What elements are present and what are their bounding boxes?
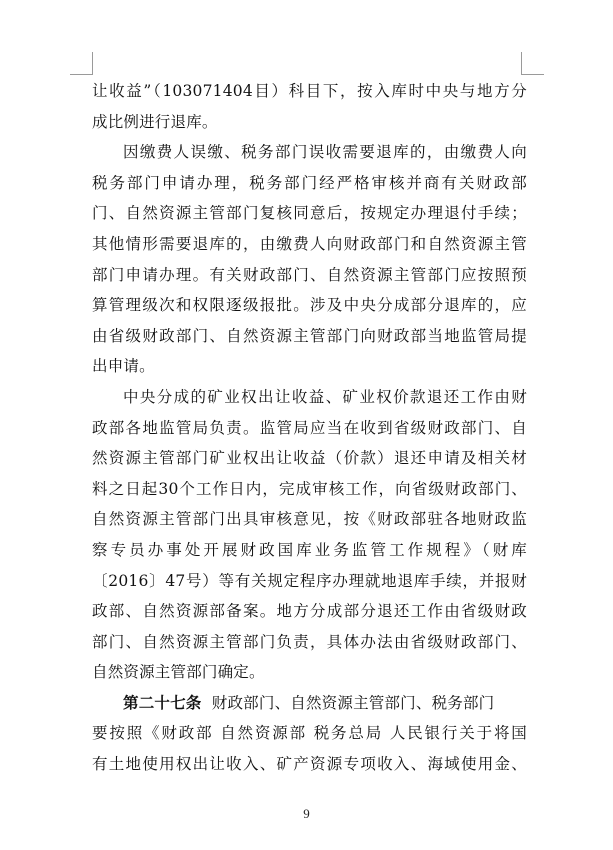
text-line: 〔2016〕47号）等有关规定程序办理就地退库手续，并报财: [92, 571, 527, 590]
text-line: 有土地使用权出让收入、矿产资源专项收入、海域使用金、: [92, 755, 527, 774]
text-line: 让收益”（103071404目）科目下，按入库时中央与地方分: [92, 82, 527, 100]
text-line: 因缴费人误缴、税务部门误收需要退库的，由缴费人向: [123, 143, 527, 162]
text-line: 料之日起30个工作日内，完成审核工作，向省级财政部门、: [92, 479, 527, 498]
text-line: 自然资源主管部门出具审核意见，按《财政部驻各地财政监: [92, 510, 527, 529]
text-line: 成比例进行退库。: [92, 112, 218, 131]
text-line: 由省级财政部门、自然资源主管部门向财政部当地监管局提: [92, 326, 527, 345]
article-text: 财政部门、自然资源主管部门、税务部门: [211, 693, 495, 712]
corner-mark-top-right: [521, 52, 544, 75]
article-first-line: [92, 688, 527, 719]
text-line: 门、自然资源主管部门复核同意后，按规定办理退付手续；: [92, 204, 527, 223]
text-line: 其他情形需要退库的，由缴费人向财政部门和自然资源主管: [92, 234, 527, 253]
text-line: 自然资源主管部门确定。: [92, 663, 265, 682]
text-line: 政部、自然资源部备案。地方分成部分退还工作由省级财政: [92, 602, 527, 621]
text-line: 政部各地监管局负责。监管局应当在收到省级财政部门、自: [92, 418, 527, 437]
text-line: 要按照《财政部 自然资源部 税务总局 人民银行关于将国: [92, 724, 527, 743]
text-line: 税务部门申请办理，税务部门经严格审核并商有关财政部: [92, 173, 527, 192]
text-line: 部门、自然资源主管部门负责，具体办法由省级财政部门、: [92, 632, 527, 651]
text-line: 中央分成的矿业权出让收益、矿业权价款退还工作由财: [123, 387, 527, 406]
text-line: 察专员办事处开展财政国库业务监管工作规程》（财库: [92, 540, 527, 559]
page-number: 9: [303, 806, 310, 821]
article-heading: 第二十七条: [123, 692, 202, 712]
corner-mark-top-left: [70, 52, 93, 75]
document-body: [92, 76, 527, 780]
text-line: 出申请。: [92, 357, 155, 376]
text-line: 然资源主管部门矿业权出让收益（价款）退还申请及相关材: [92, 449, 527, 468]
text-line: 部门申请办理。有关财政部门、自然资源主管部门应按照预: [92, 265, 527, 284]
text-line: 算管理级次和权限逐级报批。涉及中央分成部分退库的，应: [92, 296, 527, 315]
